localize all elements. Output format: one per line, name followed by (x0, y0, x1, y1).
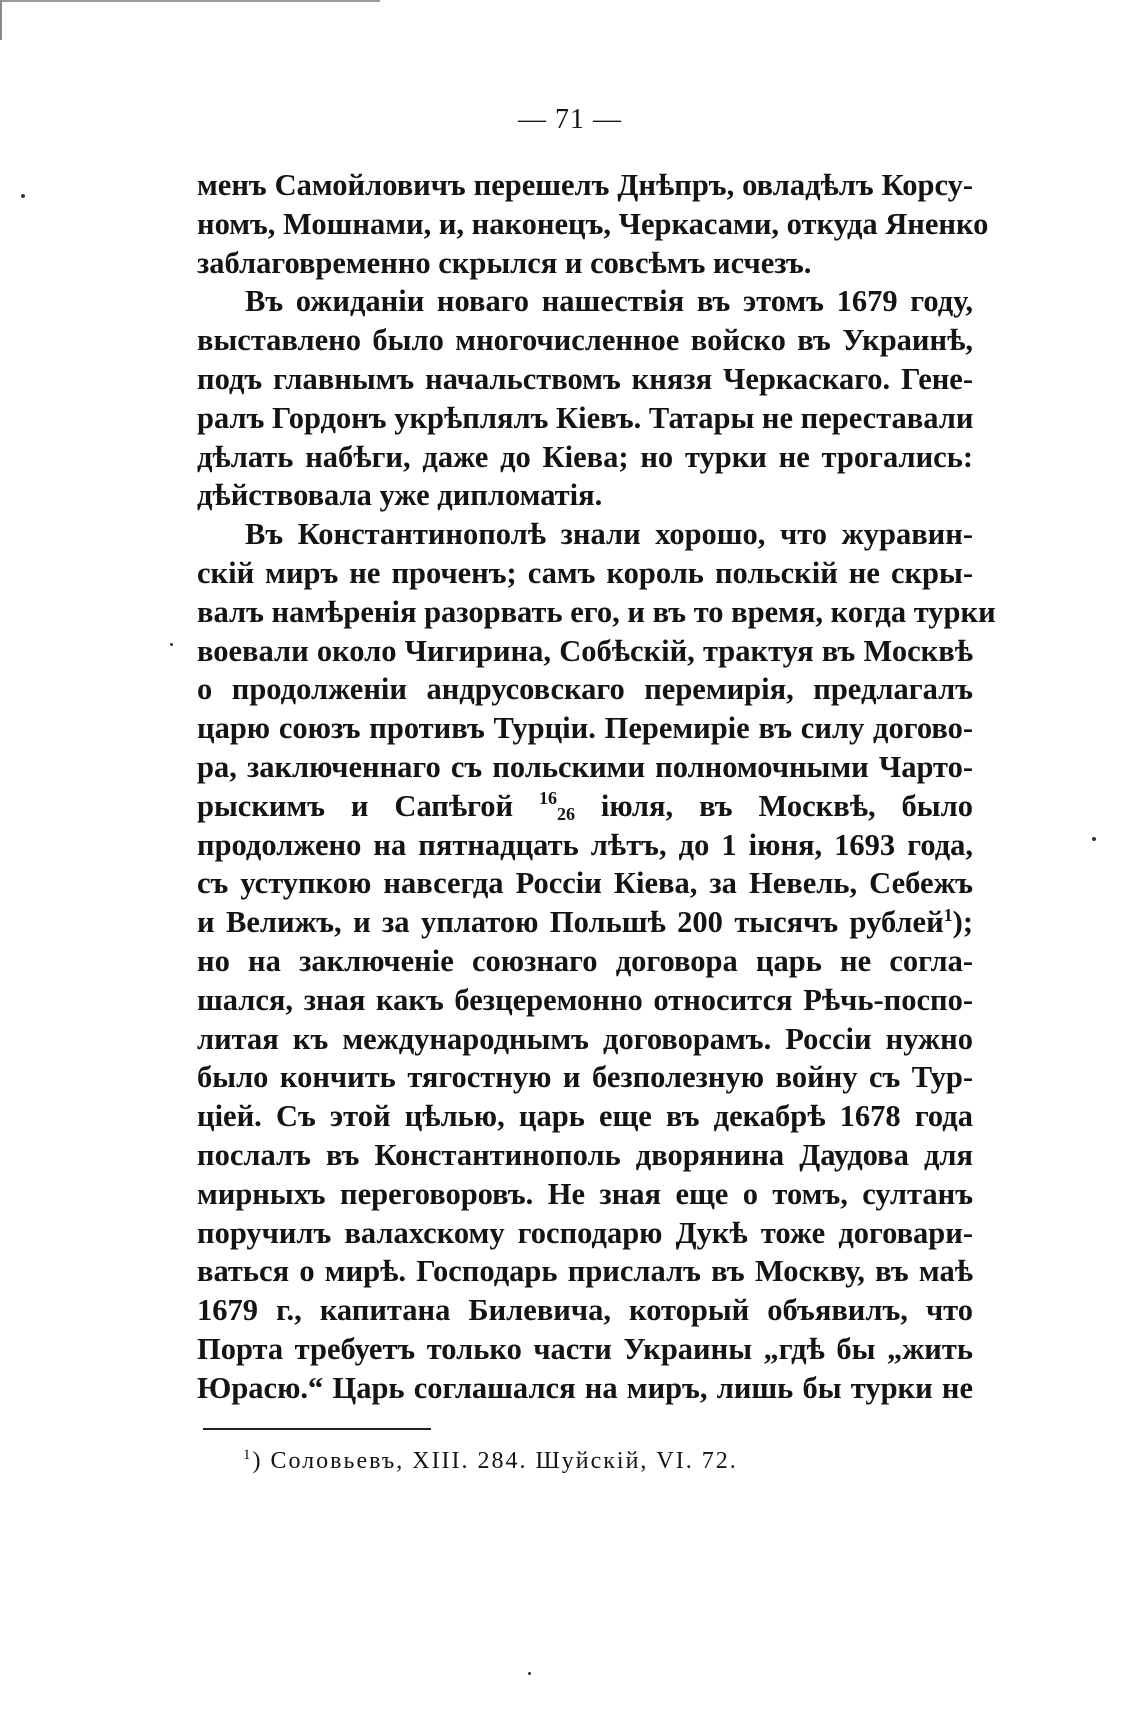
text-line: но на заключеніе союзнаго договора царь не согла- (197, 943, 973, 978)
text-line: валъ намѣренія разорвать его, и въ то время, когда турки (197, 594, 996, 629)
text-line: заблаговременно скрылся и совсѣмъ исчезъ. (197, 245, 812, 280)
text-line: поручилъ валахскому господарю Дукѣ тоже договари- (197, 1215, 973, 1250)
text-line: послалъ въ Константинополь дворянина Даудова для (197, 1137, 973, 1172)
text-line: воевали около Чигирина, Собѣскій, трактуя въ Москвѣ (197, 633, 973, 668)
text-line: съ уступкою навсегда Россіи Кіева, за Невель, Себежъ (197, 866, 973, 901)
text-line: царю союзъ противъ Турціи. Перемиріе въ силу догово- (197, 711, 973, 746)
text-line: дѣйствовала уже дипломатія. (197, 478, 603, 513)
text-line: номъ, Мошнами, и, наконецъ, Черкасами, откуда Яненко (197, 206, 989, 241)
footnote (243, 1448, 738, 1475)
text-line: ваться о мирѣ. Господарь прислалъ въ Москву, въ маѣ (197, 1254, 973, 1289)
date-fraction-bottom: 26 (557, 803, 575, 824)
text-line: Юрасю.“ Царь соглашался на миръ, лишь бы турки не (197, 1370, 973, 1405)
text-line: подъ главнымъ начальствомъ князя Черкаскаго. Гене- (197, 361, 973, 396)
footnote-divider (203, 1428, 431, 1430)
text-line: ра, заключеннаго съ польскими полномочными Чарто- (197, 749, 973, 784)
text-line: литая къ международнымъ договорамъ. Россіи нужно (197, 1021, 973, 1056)
footnote-marker: 1 (243, 1447, 253, 1463)
text-line: скій миръ не проченъ; самъ король польскій не скры- (197, 555, 973, 590)
scan-speck (170, 643, 173, 646)
body-text (197, 166, 996, 1408)
text-line: Въ ожиданіи новаго нашествія въ этомъ 1679 году, (245, 284, 973, 319)
line-text-before-ref: и Велижъ, и за уплатою Польшѣ 200 тысячъ рублей (197, 905, 944, 940)
text-line: дѣлать набѣги, даже до Кіева; но турки не трогались: (197, 439, 973, 474)
line-text-before-date: рыскимъ и Сапѣгой (197, 788, 539, 823)
text-line: ралъ Гордонъ укрѣплялъ Кіевъ. Татары не переставали (197, 400, 974, 435)
text-line: менъ Самойловичъ перешелъ Днѣпръ, овладѣлъ Корсу- (197, 168, 973, 202)
text-line-with-date-fraction (197, 787, 973, 826)
text-line: Порта требуетъ только части Украины „гдѣ бы „жить (197, 1331, 973, 1366)
footnote-text: ) Соловьевъ, XIII. 284. Шуйскій, VI. 72. (252, 1448, 738, 1474)
scan-edge-top (0, 0, 380, 2)
text-line: было кончить тягостную и безполезную войну съ Тур- (197, 1060, 973, 1095)
text-line: 1679 г., капитана Билевича, который объявилъ, что (197, 1293, 973, 1328)
text-line: продолжено на пятнадцать лѣтъ, до 1 іюня, 1693 года, (197, 827, 973, 862)
line-text-after-date: іюля, въ Москвѣ, было (575, 788, 973, 823)
footnote-reference: 1 (943, 904, 953, 925)
scan-speck (528, 1672, 531, 1675)
text-line: Въ Константинополѣ знали хорошо, что журавин- (245, 517, 973, 552)
text-line: выставлено было многочисленное войско въ Украинѣ, (197, 323, 973, 358)
date-fraction-top: 16 (539, 787, 557, 808)
scan-speck (1092, 837, 1096, 841)
page-number: — 71 — (518, 104, 622, 135)
text-line: мирныхъ переговоровъ. Не зная еще о томъ, султанъ (197, 1176, 973, 1211)
scan-speck (21, 194, 25, 198)
scan-edge-left (0, 0, 2, 40)
text-line: шался, зная какъ безцеремонно относится Рѣчь-поспо- (197, 982, 973, 1017)
text-line-with-footnote-ref (197, 903, 973, 942)
text-line: ціей. Съ этой цѣлью, царь еще въ декабрѣ 1678 года (197, 1099, 973, 1134)
line-text-after-ref: ); (952, 905, 973, 940)
text-line: о продолженіи андрусовскаго перемирія, предлагалъ (197, 672, 973, 707)
